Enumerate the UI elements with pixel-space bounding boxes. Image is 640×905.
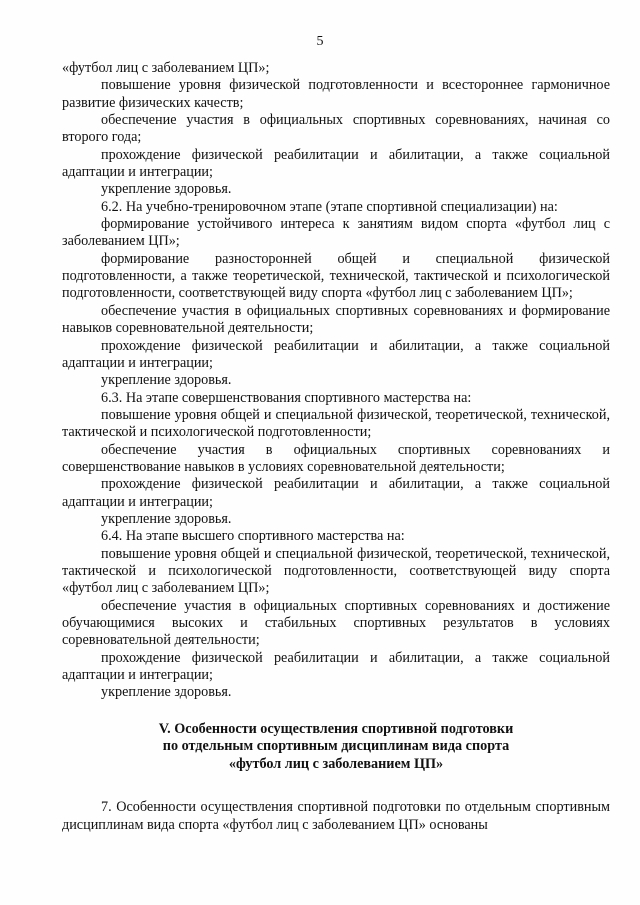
paragraph: укрепление здоровья. <box>101 372 232 389</box>
section-heading-line: «футбол лиц с заболеванием ЦП» <box>228 755 444 772</box>
paragraph: «футбол лиц с заболеванием ЦП»; <box>62 60 270 76</box>
paragraph: формирование разносторонней общей и специальной физической подготовленности, а также теоретической, технической, тактической и психологической подготовленности, соответствующей виду спорта «футбол лиц с заболеванием ЦП»; <box>62 250 610 302</box>
paragraph: укрепление здоровья. <box>101 181 232 198</box>
document-body <box>62 60 610 834</box>
paragraph: укрепление здоровья. <box>101 684 232 701</box>
paragraph: прохождение физической реабилитации и абилитации, а также социальной адаптации и интеграции; <box>62 649 610 684</box>
spacer <box>62 773 610 799</box>
paragraph: обеспечение участия в официальных спортивных соревнованиях и достижение обучающимися высоких и стабильных спортивных результатов в условиях соревновательной деятельности; <box>62 597 610 649</box>
paragraph: обеспечение участия в официальных спортивных соревнованиях и совершенствование навыков в условиях соревновательной деятельности; <box>62 441 610 475</box>
paragraph: формирование устойчивого интереса к занятиям видом спорта «футбол лиц с заболеванием ЦП»; <box>62 216 610 250</box>
section-heading-line: по отдельным спортивным дисциплинам вида спорта <box>162 738 510 755</box>
paragraph: 6.2. На учебно-тренировочном этапе (этапе спортивной специализации) на: <box>101 198 558 215</box>
paragraph: укрепление здоровья. <box>101 510 232 527</box>
paragraph: обеспечение участия в официальных спортивных соревнованиях, начиная со второго года; <box>62 112 610 146</box>
paragraph-7: 7. Особенности осуществления спортивной подготовки по отдельным спортивным дисциплинам вида спорта «футбол лиц с заболеванием ЦП» основаны <box>62 799 610 833</box>
paragraph: 6.3. На этапе совершенствования спортивного мастерства на: <box>101 389 472 406</box>
paragraph: 6.4. На этапе высшего спортивного мастерства на: <box>101 528 405 545</box>
paragraph: повышение уровня общей и специальной физической, теоретической, технической, тактической и психологической подготовленности, соответствующей виду спорта «футбол лиц с заболеванием ЦП»; <box>62 545 610 597</box>
spacer <box>62 702 610 721</box>
paragraph: повышение уровня общей и специальной физической, теоретической, технической, тактической и психологической подготовленности; <box>62 406 610 441</box>
paragraph: обеспечение участия в официальных спортивных соревнованиях и формирование навыков соревновательной деятельности; <box>62 302 610 337</box>
section-heading <box>62 721 610 774</box>
paragraph: прохождение физической реабилитации и абилитации, а также социальной адаптации и интеграции; <box>62 476 610 510</box>
section-heading-line: V. Особенности осуществления спортивной подготовки <box>158 720 514 737</box>
paragraph: повышение уровня физической подготовленности и всестороннее гармоничное развитие физических качеств; <box>62 77 610 111</box>
paragraph: прохождение физической реабилитации и абилитации, а также социальной адаптации и интеграции; <box>62 337 610 371</box>
paragraph: прохождение физической реабилитации и абилитации, а также социальной адаптации и интеграции; <box>62 146 610 181</box>
page-number: 5 <box>316 34 324 49</box>
